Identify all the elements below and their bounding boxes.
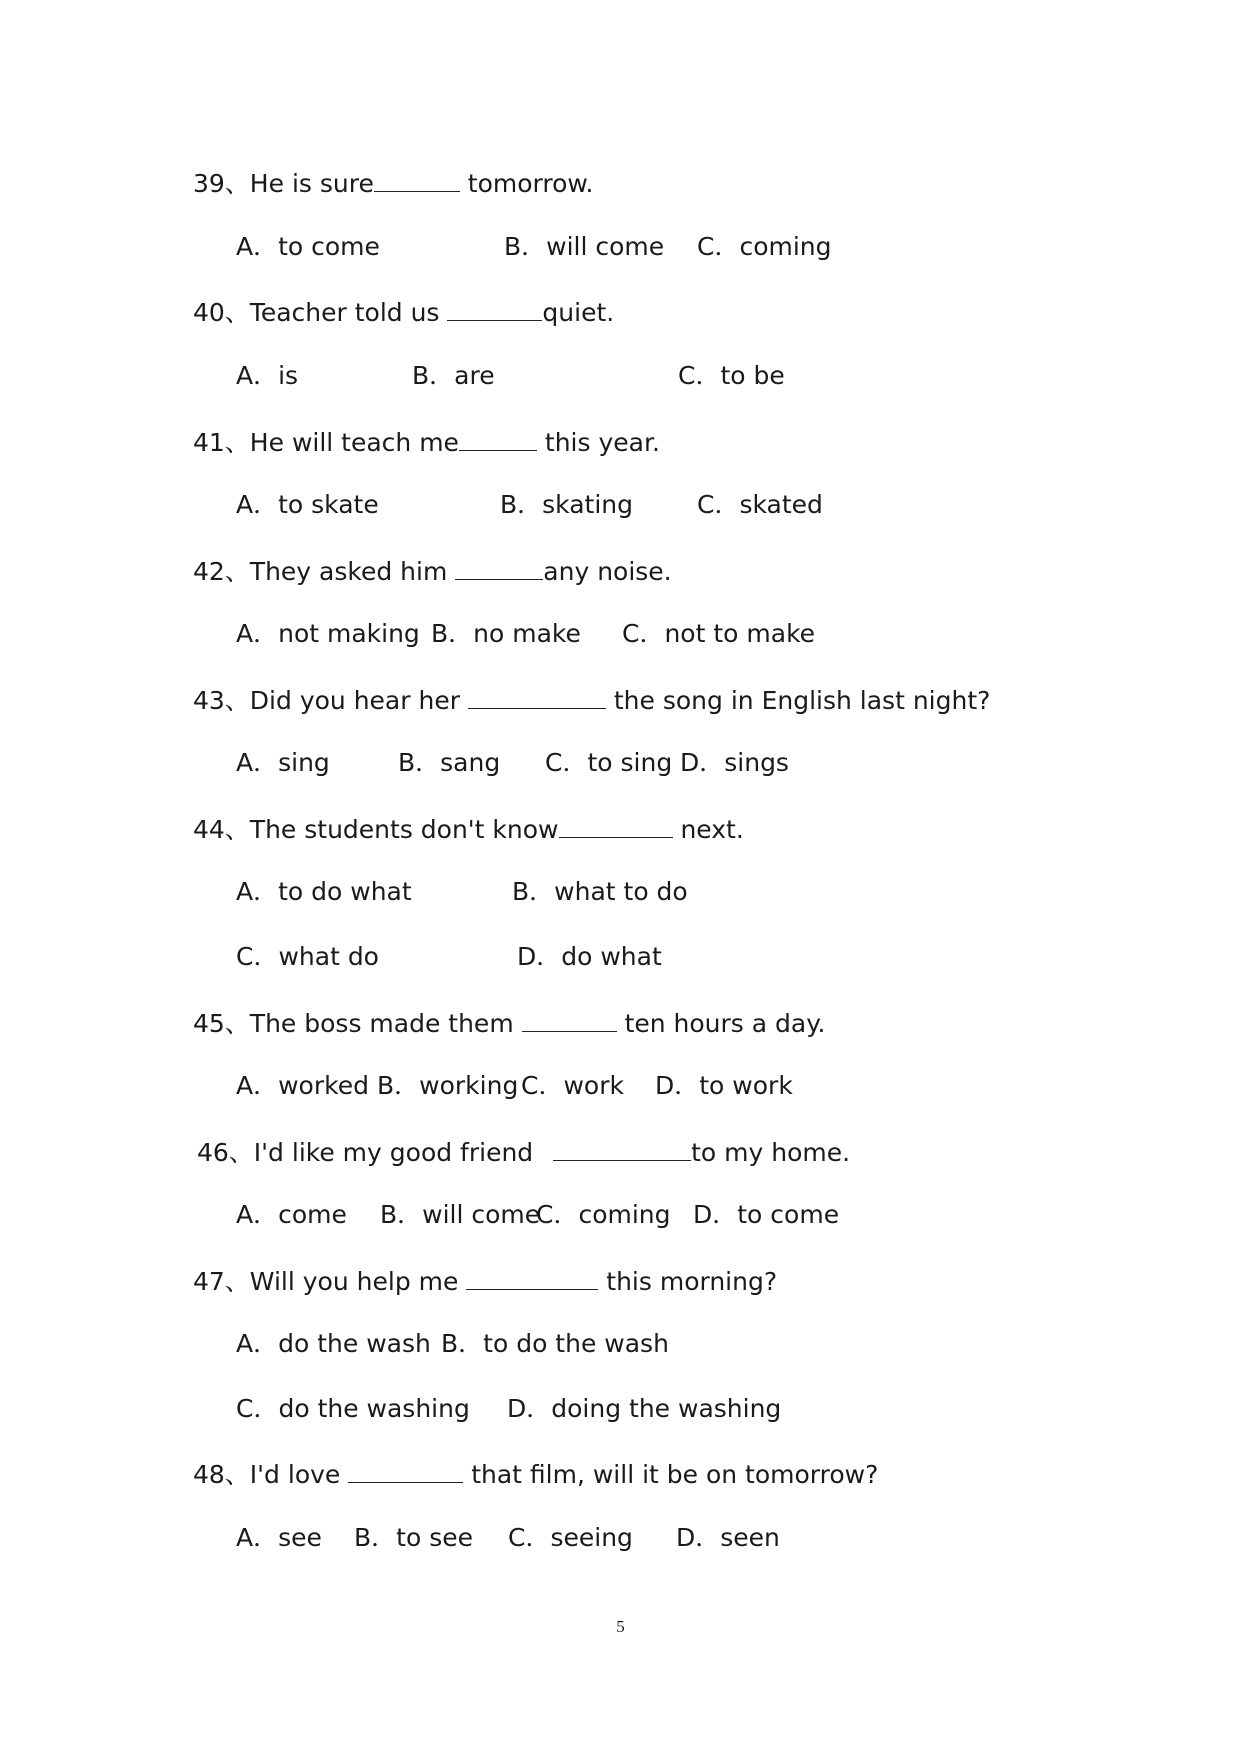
option-45-c: C．work	[521, 1071, 624, 1100]
question-43-tail: the song in English last night?	[605, 686, 991, 715]
option-46-c: C．coming	[536, 1200, 671, 1229]
option-45-d: D．to work	[655, 1071, 793, 1100]
question-40	[193, 298, 614, 325]
question-44	[193, 815, 744, 842]
option-44-a: A．to do what	[236, 877, 412, 906]
option-41-a: A．to skate	[236, 490, 379, 519]
option-44-d: D．do what	[517, 942, 662, 971]
question-42-stem: 42、They asked him	[193, 557, 456, 586]
option-43-c: C．to sing	[545, 748, 673, 777]
option-44-c: C．what do	[236, 942, 379, 971]
option-48-b: B．to see	[354, 1523, 473, 1552]
option-42-a: A．not making	[236, 619, 420, 648]
question-40-tail: quiet.	[542, 298, 615, 327]
question-42	[193, 557, 672, 584]
question-41	[193, 428, 660, 455]
option-40-a: A．is	[236, 361, 299, 390]
option-47-d: D．doing the washing	[507, 1394, 782, 1423]
question-41-stem: 41、He will teach me	[193, 428, 459, 457]
question-43	[193, 686, 990, 713]
answer-blank	[559, 815, 673, 838]
answer-blank	[455, 557, 543, 580]
option-48-d: D．seen	[676, 1523, 780, 1552]
option-47-c: C．do the washing	[236, 1394, 470, 1423]
answer-blank	[522, 1009, 617, 1032]
question-46-tail: to my home.	[691, 1138, 851, 1167]
answer-blank	[553, 1138, 691, 1161]
option-43-b: B．sang	[398, 748, 501, 777]
question-39-stem: 39、He is sure	[193, 169, 374, 198]
option-40-b: B．are	[412, 361, 495, 390]
question-45-stem: 45、The boss made them	[193, 1009, 522, 1038]
answer-blank	[348, 1460, 463, 1483]
question-44-tail: next.	[672, 815, 744, 844]
option-46-d: D．to come	[693, 1200, 840, 1229]
question-45-tail: ten hours a day.	[616, 1009, 826, 1038]
option-39-c: C．coming	[697, 232, 832, 261]
question-42-tail: any noise.	[543, 557, 672, 586]
option-46-a: A．come	[236, 1200, 347, 1229]
question-40-stem: 40、Teacher told us	[193, 298, 448, 327]
question-48	[193, 1460, 878, 1487]
question-44-stem: 44、The students don't know	[193, 815, 559, 844]
page-number: 5	[616, 1617, 625, 1636]
question-41-tail: this year.	[536, 428, 660, 457]
question-48-stem: 48、I'd love	[193, 1460, 349, 1489]
question-45	[193, 1009, 825, 1036]
question-47-tail: this morning?	[598, 1267, 778, 1296]
option-39-b: B．will come	[504, 232, 665, 261]
option-44-b: B．what to do	[512, 877, 688, 906]
option-42-b: B．no make	[431, 619, 581, 648]
answer-blank	[374, 169, 460, 192]
answer-blank	[459, 428, 537, 451]
option-43-d: D．sings	[680, 748, 789, 777]
option-46-b: B．will come	[380, 1200, 541, 1229]
option-48-c: C．seeing	[508, 1523, 633, 1552]
option-48-a: A．see	[236, 1523, 322, 1552]
option-41-c: C．skated	[697, 490, 823, 519]
question-39	[193, 169, 594, 196]
question-46-stem: 46、I'd like my good friend	[197, 1138, 542, 1167]
option-45-b: B．working	[377, 1071, 519, 1100]
question-48-tail: that film, will it be on tomorrow?	[463, 1460, 879, 1489]
answer-blank	[466, 1267, 598, 1290]
question-46	[197, 1138, 850, 1165]
option-39-a: A．to come	[236, 232, 380, 261]
option-42-c: C．not to make	[622, 619, 816, 648]
option-45-a: A．worked	[236, 1071, 369, 1100]
question-47	[193, 1267, 777, 1294]
answer-blank	[447, 298, 542, 321]
option-43-a: A．sing	[236, 748, 330, 777]
answer-blank	[468, 686, 606, 709]
question-47-stem: 47、Will you help me	[193, 1267, 467, 1296]
option-47-a: A．do the wash	[236, 1329, 431, 1358]
option-40-c: C．to be	[678, 361, 785, 390]
option-41-b: B．skating	[500, 490, 633, 519]
question-39-tail: tomorrow.	[459, 169, 594, 198]
question-43-stem: 43、Did you hear her	[193, 686, 468, 715]
option-47-b: B．to do the wash	[441, 1329, 669, 1358]
